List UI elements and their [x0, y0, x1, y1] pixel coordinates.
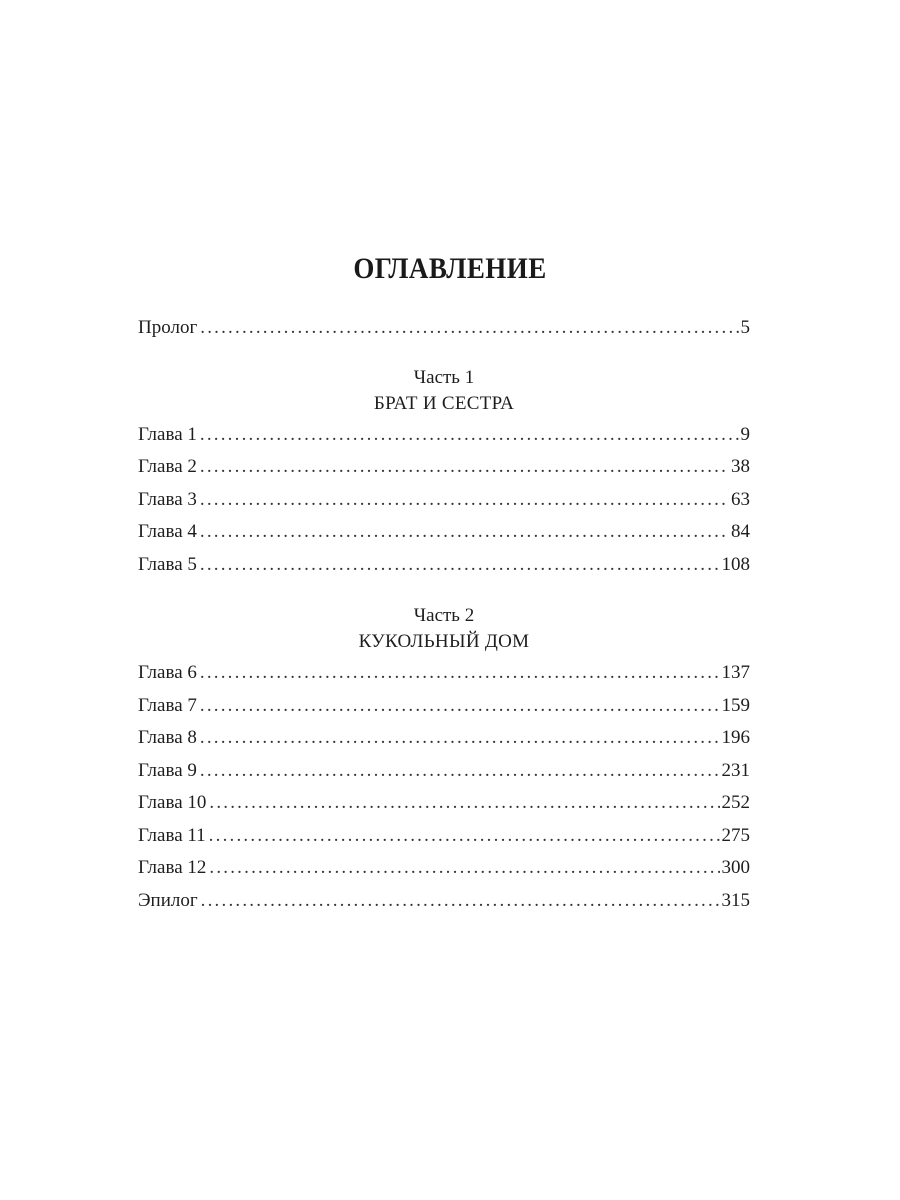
toc-entry-chapter-9 — [138, 755, 750, 788]
entry-label: Эпилог — [138, 889, 198, 911]
part-title: БРАТ И СЕСТРА — [373, 392, 515, 414]
entry-page-number: 137 — [721, 662, 750, 683]
entry-page-number: 300 — [721, 857, 750, 878]
dot-leader — [201, 885, 720, 918]
entry-label: Глава 5 — [138, 553, 197, 575]
toc-entry-chapter-5 — [138, 549, 750, 582]
entry-label: Пролог — [138, 317, 198, 338]
dot-leader — [200, 690, 720, 723]
toc-entry-chapter-10 — [138, 787, 750, 820]
part-number: Часть 2 — [413, 605, 475, 626]
part-heading-1 — [138, 365, 750, 417]
dot-leader — [209, 787, 719, 820]
dot-leader — [200, 657, 720, 690]
entry-label: Глава 3 — [138, 488, 197, 510]
entry-page-number: 231 — [721, 759, 750, 781]
entry-label: Глава 4 — [138, 521, 197, 542]
entry-page-number: 108 — [721, 553, 750, 575]
dot-leader — [200, 549, 720, 582]
entry-page-number: 315 — [721, 889, 750, 911]
entry-label: Глава 6 — [138, 662, 197, 683]
entry-label: Глава 7 — [138, 694, 197, 716]
dot-leader — [200, 419, 739, 452]
entry-label: Глава 9 — [138, 759, 197, 781]
toc-entry-chapter-7 — [138, 690, 750, 723]
dot-leader — [200, 451, 729, 484]
entry-page-number: 84 — [731, 521, 750, 542]
part-number: Часть 1 — [413, 366, 475, 388]
entry-page-number: 63 — [731, 488, 750, 510]
toc-entry-epilogue — [138, 885, 750, 918]
toc-entry-chapter-8 — [138, 722, 750, 755]
toc-entry-prologue — [138, 312, 750, 345]
dot-leader — [200, 484, 729, 517]
entry-label: Глава 1 — [138, 423, 197, 445]
entry-page-number: 159 — [721, 694, 750, 716]
dot-leader — [209, 852, 719, 885]
entry-page-number: 275 — [721, 824, 750, 846]
entry-label: Глава 12 — [138, 857, 207, 878]
entry-page-number: 196 — [721, 727, 750, 748]
toc-entry-chapter-3 — [138, 484, 750, 517]
part-title: КУКОЛЬНЫЙ ДОМ — [358, 631, 530, 652]
entry-page-number: 252 — [721, 792, 750, 813]
dot-leader — [200, 312, 738, 345]
entry-page-number: 9 — [740, 423, 750, 445]
toc-entry-chapter-1 — [138, 419, 750, 452]
entry-page-number: 38 — [731, 456, 750, 477]
entry-page-number: 5 — [740, 317, 750, 338]
toc-entry-chapter-11 — [138, 820, 750, 853]
page-title: ОГЛАВЛЕНИЕ — [353, 252, 547, 285]
entry-label: Глава 2 — [138, 456, 197, 477]
toc-entry-chapter-6 — [138, 657, 750, 690]
toc-entry-chapter-12 — [138, 852, 750, 885]
toc-entry-chapter-2 — [138, 451, 750, 484]
dot-leader — [200, 755, 720, 788]
dot-leader — [200, 722, 720, 755]
toc-entry-chapter-4 — [138, 516, 750, 549]
table-of-contents — [138, 312, 750, 917]
dot-leader — [200, 516, 729, 549]
part-heading-2 — [138, 603, 750, 655]
entry-label: Глава 8 — [138, 727, 197, 748]
entry-label: Глава 10 — [138, 792, 207, 813]
entry-label: Глава 11 — [138, 824, 206, 846]
dot-leader — [209, 820, 720, 853]
